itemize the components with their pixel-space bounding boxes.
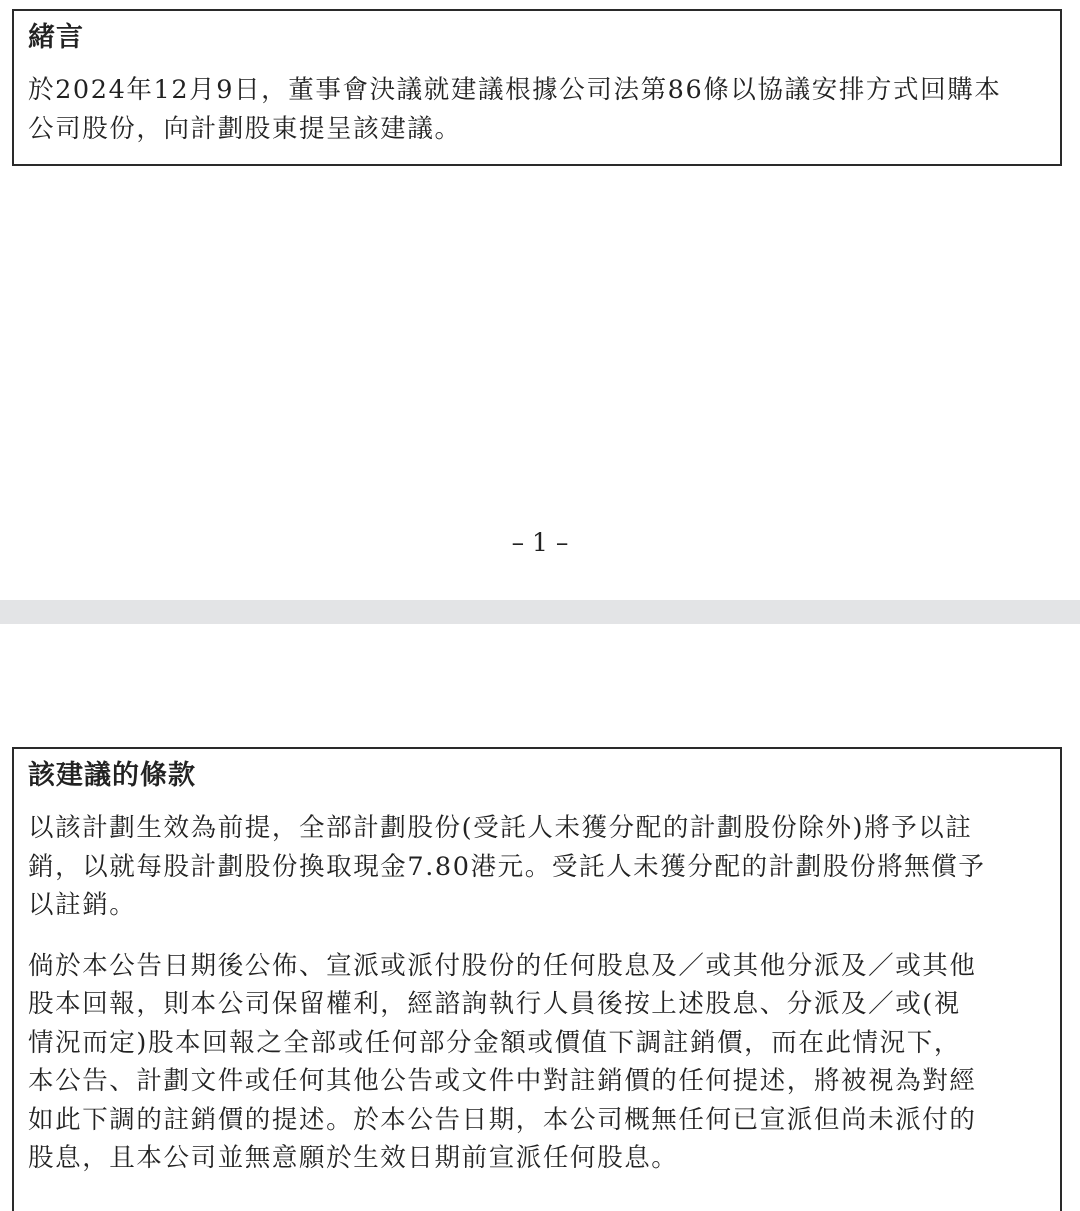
paragraph-line: 以註銷。 bbox=[28, 890, 137, 920]
paragraph-line: 銷，以就每股計劃股份換取現金7.80港元。受託人未獲分配的計劃股份將無償予 bbox=[28, 851, 986, 882]
paragraph-line: 如此下調的註銷價的提述。於本公告日期，本公司概無任何已宣派但尚未派付的 bbox=[28, 1104, 977, 1135]
paragraph-line: 公司股份，向計劃股東提呈該建議。 bbox=[28, 113, 462, 144]
introduction-box bbox=[12, 9, 1062, 166]
paragraph-line: 以該計劃生效為前提，全部計劃股份(受託人未獲分配的計劃股份除外)將予以註 bbox=[28, 813, 973, 843]
document-page-1 bbox=[0, 0, 1080, 600]
paragraph-line: 於2024年12月9日，董事會決議就建議根據公司法第86條以協議安排方式回購本 bbox=[28, 75, 1002, 105]
proposal-terms-box bbox=[12, 747, 1062, 1211]
page-number: – 1 – bbox=[511, 528, 569, 557]
paragraph-line: 股本回報，則本公司保留權利，經諮詢執行人員後按上述股息、分派及／或(視 bbox=[28, 989, 961, 1019]
introduction-paragraph bbox=[28, 71, 1046, 148]
section-heading-proposal-terms: 該建議的條款 bbox=[28, 760, 196, 791]
paragraph-line: 股息，且本公司並無意願於生效日期前宣派任何股息。 bbox=[28, 1143, 679, 1173]
terms-paragraph-2 bbox=[28, 947, 1046, 1178]
document-page-2 bbox=[0, 624, 1080, 1211]
paragraph-line: 情況而定)股本回報之全部或任何部分金額或價值下調註銷價，而在此情況下， bbox=[28, 1027, 961, 1058]
terms-paragraph-1 bbox=[28, 809, 1046, 925]
section-heading-introduction: 緒言 bbox=[28, 22, 84, 53]
paragraph-line: 本公告、計劃文件或任何其他公告或文件中對註銷價的任何提述，將被視為對經 bbox=[28, 1066, 977, 1096]
page-separator bbox=[0, 600, 1080, 624]
paragraph-line: 倘於本公告日期後公佈、宣派或派付股份的任何股息及／或其他分派及／或其他 bbox=[28, 950, 977, 981]
